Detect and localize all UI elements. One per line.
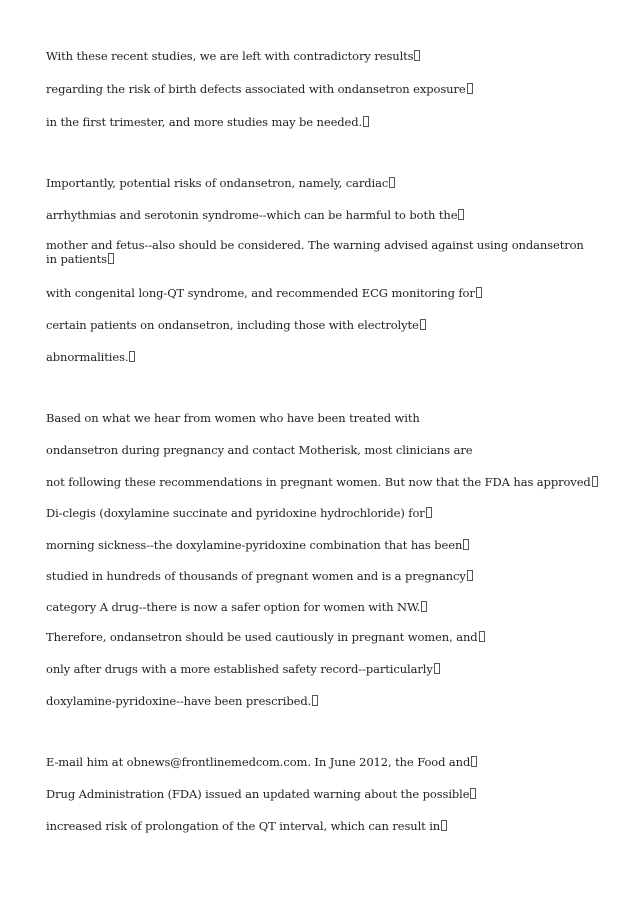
line-text: certain patients on ondansetron, including those with electrolyte [46, 318, 419, 332]
text-line [46, 318, 586, 332]
line-text: Di-clegis (doxylamine succinate and pyridoxine hydrochloride) for [46, 506, 425, 520]
text-line [46, 694, 586, 708]
missing-glyph-icon [421, 601, 427, 612]
line-text: Therefore, ondansetron should be used cautiously in pregnant women, and [46, 630, 478, 644]
text-line [46, 411, 586, 425]
missing-glyph-icon [420, 319, 426, 330]
line-text: arrhythmias and serotonin syndrome--which can be harmful to both the [46, 208, 458, 222]
missing-glyph-icon [108, 253, 114, 264]
missing-glyph-icon [363, 116, 369, 127]
missing-glyph-icon [470, 788, 476, 799]
missing-glyph-icon [467, 83, 473, 94]
line-text: doxylamine-pyridoxine--have been prescribed. [46, 694, 312, 708]
missing-glyph-icon [441, 820, 447, 831]
line-text: Drug Administration (FDA) issued an updated warning about the possible [46, 787, 470, 801]
text-line [46, 538, 586, 552]
line-text: in the first trimester, and more studies may be needed. [46, 115, 363, 129]
text-line [46, 443, 586, 457]
text-line [46, 662, 586, 676]
line-text: increased risk of prolongation of the QT interval, which can result in [46, 819, 441, 833]
line-text: E-mail him at obnews@frontlinemedcom.com. In June 2012, the Food and [46, 755, 471, 769]
text-line [46, 208, 586, 222]
missing-glyph-icon [129, 351, 135, 362]
line-text: studied in hundreds of thousands of pregnant women and is a pregnancy [46, 569, 466, 583]
line-text: abnormalities. [46, 350, 129, 364]
line-text: ondansetron during pregnancy and contact Motherisk, most clinicians are [46, 443, 473, 457]
line-text: With these recent studies, we are left with contradictory results [46, 49, 414, 63]
missing-glyph-icon [458, 209, 464, 220]
line-text: Importantly, potential risks of ondansetron, namely, cardiac [46, 176, 389, 190]
line-text: category A drug--there is now a safer option for women with NW. [46, 600, 421, 614]
missing-glyph-icon [312, 695, 318, 706]
text-line [46, 286, 586, 300]
missing-glyph-icon [414, 50, 420, 61]
text-line [46, 475, 591, 489]
text-line [46, 569, 586, 583]
text-line [46, 238, 586, 266]
missing-glyph-icon [434, 663, 440, 674]
missing-glyph-icon [463, 539, 469, 550]
text-line [46, 506, 586, 520]
text-line [46, 49, 586, 63]
missing-glyph-icon [426, 507, 432, 518]
text-line [46, 115, 586, 129]
missing-glyph-icon [479, 631, 485, 642]
missing-glyph-icon [592, 476, 598, 487]
text-line [46, 819, 586, 833]
text-line [46, 176, 586, 190]
text-line [46, 600, 586, 614]
line-text: morning sickness--the doxylamine-pyridoxine combination that has been [46, 538, 463, 552]
missing-glyph-icon [389, 177, 395, 188]
text-line [46, 630, 586, 644]
line-text: with congenital long-QT syndrome, and recommended ECG monitoring for [46, 286, 475, 300]
text-line [46, 755, 586, 769]
text-line [46, 350, 586, 364]
text-line [46, 82, 586, 96]
missing-glyph-icon [476, 287, 482, 298]
line-text: only after drugs with a more established safety record--particularly [46, 662, 433, 676]
line-text: mother and fetus--also should be considered. The warning advised against using ondansetron in patients [46, 238, 584, 266]
line-text: not following these recommendations in pregnant women. But now that the FDA has approved [46, 475, 591, 489]
line-text: Based on what we hear from women who have been treated with [46, 411, 420, 425]
text-line [46, 787, 586, 801]
missing-glyph-icon [467, 570, 473, 581]
line-text: regarding the risk of birth defects associated with ondansetron exposure [46, 82, 466, 96]
missing-glyph-icon [471, 756, 477, 767]
